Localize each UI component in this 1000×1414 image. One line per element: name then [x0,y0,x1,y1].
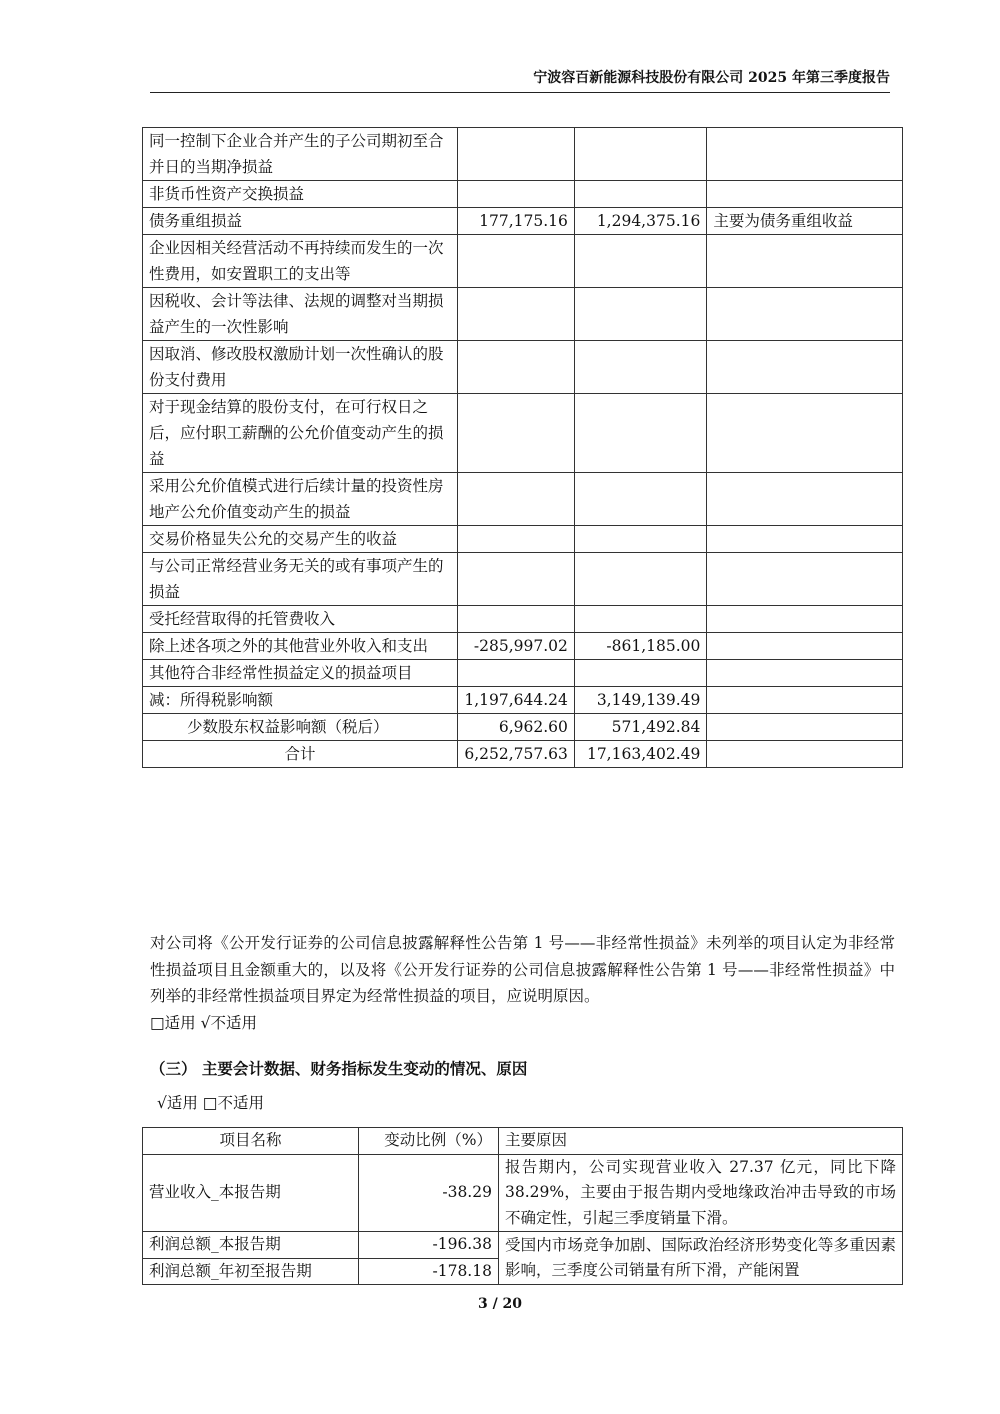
note-cell [707,128,903,181]
table-row [143,633,903,660]
ytd-cell: 17,163,402.49 [574,741,706,768]
ytd-cell [574,394,706,473]
table-row [143,714,903,741]
current-cell [457,660,574,687]
table-row [143,606,903,633]
item-cell: 其他符合非经常性损益定义的损益项目 [143,660,458,687]
note-cell [707,660,903,687]
total-row [143,741,903,768]
table-row [143,208,903,235]
ytd-cell: -861,185.00 [574,633,706,660]
current-cell [457,341,574,394]
item-cell: 企业因相关经营活动不再持续而发生的一次性费用，如安置职工的支出等 [143,235,458,288]
current-cell [457,553,574,606]
page-number: 3 / 20 [477,1296,523,1312]
note-cell [707,606,903,633]
ytd-cell [574,660,706,687]
ytd-cell [574,181,706,208]
table-row [143,1232,903,1259]
note-cell [707,741,903,768]
ratio-cell: -38.29 [359,1154,499,1232]
note-cell [707,235,903,288]
current-cell [457,606,574,633]
table-row [143,660,903,687]
note-cell: 主要为债务重组收益 [707,208,903,235]
current-cell [457,473,574,526]
table-row [143,341,903,394]
current-cell: 6,252,757.63 [457,741,574,768]
non-recurring-items-table [142,127,903,768]
ytd-cell: 1,294,375.16 [574,208,706,235]
table-row [143,394,903,473]
ytd-cell [574,235,706,288]
name-cell: 利润总额_本报告期 [143,1232,359,1259]
table-row [143,181,903,208]
page-header: 宁波容百新能源科技股份有限公司 2025 年第三季度报告 [150,64,890,93]
reason-cell: 受国内市场竞争加剧、国际政治经济形势变化等多重因素影响，三季度公司销量有所下滑，产能闲置 [498,1232,902,1285]
item-cell: 因取消、修改股权激励计划一次性确认的股份支付费用 [143,341,458,394]
current-cell [457,235,574,288]
table-row [143,553,903,606]
ytd-cell [574,341,706,394]
table-row [143,235,903,288]
name-cell: 营业收入_本报告期 [143,1154,359,1232]
item-cell: 减：所得税影响额 [143,687,458,714]
ytd-cell [574,606,706,633]
current-cell [457,394,574,473]
ytd-cell: 571,492.84 [574,714,706,741]
note-cell [707,473,903,526]
current-cell [457,288,574,341]
current-cell: 1,197,644.24 [457,687,574,714]
table-row [143,1154,903,1232]
item-cell: 除上述各项之外的其他营业外收入和支出 [143,633,458,660]
item-cell: 因税收、会计等法律、法规的调整对当期损益产生的一次性影响 [143,288,458,341]
current-cell [457,181,574,208]
item-cell: 非货币性资产交换损益 [143,181,458,208]
item-cell: 同一控制下企业合并产生的子公司期初至合并日的当期净损益 [143,128,458,181]
ratio-cell: -196.38 [359,1232,499,1259]
note-cell [707,687,903,714]
note-text: 对公司将《公开发行证券的公司信息披露解释性公告第 1 号——非经常性损益》未列举的项目认定为非经常性损益项目且金额重大的，以及将《公开发行证券的公司信息披露解释性公告第 1 号——非经常性损益》中列举的非经常性损益项目界定为经常性损益的项目，应说明原因。 [150,934,895,1005]
item-cell: 债务重组损益 [143,208,458,235]
section-applicability: √适用 □不适用 [157,1094,264,1112]
current-cell: -285,997.02 [457,633,574,660]
item-cell: 交易价格显失公允的交易产生的收益 [143,526,458,553]
table-row [143,473,903,526]
reason-cell: 报告期内，公司实现营业收入 27.37 亿元，同比下降 38.29%，主要由于报告期内受地缘政治冲击导致的市场不确定性，引起三季度销量下滑。 [498,1154,902,1232]
note-applicability: □适用 √不适用 [150,1013,257,1032]
ratio-cell: -178.18 [359,1258,499,1285]
note-cell [707,288,903,341]
note-block [150,930,895,1036]
ytd-cell: 3,149,139.49 [574,687,706,714]
current-cell: 177,175.16 [457,208,574,235]
ytd-cell [574,288,706,341]
note-cell [707,394,903,473]
table-row [143,526,903,553]
note-cell [707,714,903,741]
ytd-cell [574,128,706,181]
note-cell [707,341,903,394]
table-row [143,128,903,181]
table-header-row [143,1128,903,1155]
current-cell: 6,962.60 [457,714,574,741]
change-reasons-table [142,1127,903,1285]
table-row [143,687,903,714]
section-title: （三） 主要会计数据、财务指标发生变动的情况、原因 [150,1059,528,1078]
item-cell: 对于现金结算的股份支付，在可行权日之后，应付职工薪酬的公允价值变动产生的损益 [143,394,458,473]
name-cell: 利润总额_年初至报告期 [143,1258,359,1285]
item-cell: 采用公允价值模式进行后续计量的投资性房地产公允价值变动产生的损益 [143,473,458,526]
ytd-cell [574,473,706,526]
note-cell [707,181,903,208]
header-ratio: 变动比例（%） [359,1128,499,1155]
note-cell [707,553,903,606]
ytd-cell [574,553,706,606]
header-name: 项目名称 [143,1128,359,1155]
note-cell [707,633,903,660]
current-cell [457,526,574,553]
item-cell: 少数股东权益影响额（税后） [143,714,458,741]
header-reason: 主要原因 [498,1128,902,1155]
item-cell: 受托经营取得的托管费收入 [143,606,458,633]
total-label: 合计 [143,741,458,768]
note-cell [707,526,903,553]
ytd-cell [574,526,706,553]
item-cell: 与公司正常经营业务无关的或有事项产生的损益 [143,553,458,606]
current-cell [457,128,574,181]
table-row [143,288,903,341]
